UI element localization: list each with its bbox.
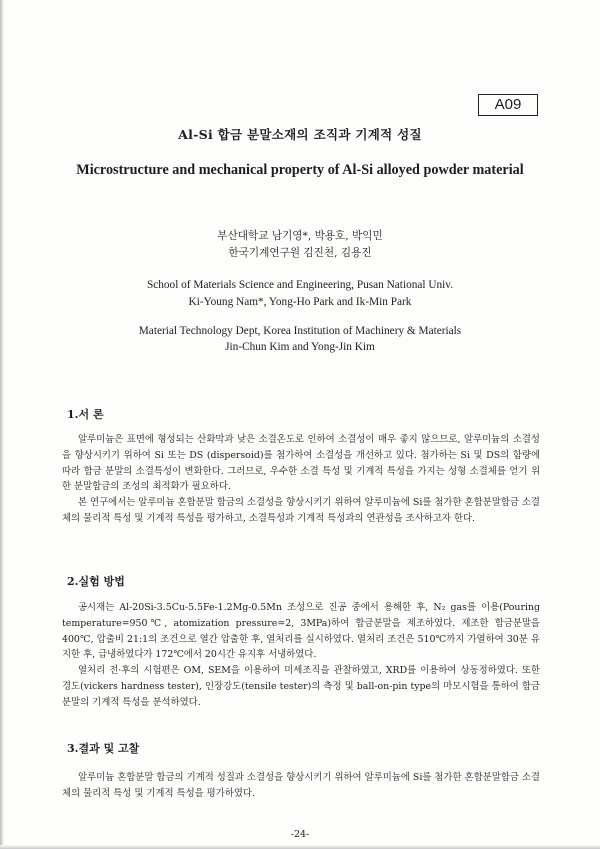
- english-affiliation-2: Material Technology Dept, Korea Institution of Machinery & Materials: [138, 325, 462, 337]
- paragraph: 알루미늄은 표면에 형성되는 산화막과 낮은 소결온도로 인하여 소결성이 매우 좋지 않으므로, 알루미늄의 소결성을 향상시키기 위하여 Si 또는 DS (dispersoid)를 첨가하여 소결성을 개선하고 있다. 첨가하는 Si 및 DS의 함량에 따라 합금 분말의 소결특성이 변화한다. 그러므로, 우수한 소결 특성 및 기계적 특성을 가지는 성형 소결체를 얻기 위한 분말합금의 조성의 최적화가 필요하다.: [62, 434, 540, 493]
- korean-authors-line-1: 부산대학교 남기영*, 박용호, 박익민: [217, 230, 383, 242]
- section-body-methods: [62, 600, 540, 711]
- korean-title: Al-Si 합금 분말소재의 조직과 기계적 성질: [178, 127, 422, 142]
- paragraph: 본 연구에서는 알루미늄 혼합분말 합금의 소결성을 향상시키기 위하여 알루미늄에 Si를 첨가한 혼합분말합금 소결체의 물리적 특성 및 기계적 특성을 평가하고, 소결특성과 기계적 특성과의 연관성을 조사하고자 한다.: [62, 497, 540, 524]
- paragraph: 공시재는 Al-20Si-3.5Cu-5.5Fe-1.2Mg-0.5Mn 조성으로 진공 중에서 용해한 후, N₂ gas를 이용(Pouring temperature=950℃, atomization pressure=2, 3MPa)하여 합금분말을 제조하였다. 제조한 합금분말을 400℃, 압출비 21:1의 조건으로 열간 압출한 후, 열처리를 실시하였다. 열처리 조건은 510℃까지 가열하여 30분 유지한 후, 급냉하였다가 172℃에서 20시간 유지후 서냉하였다.: [62, 602, 540, 661]
- abstract-code-box: A09: [478, 94, 538, 116]
- section-heading-results: 3.결과 및 고찰: [67, 742, 140, 755]
- section-heading-introduction: 1.서 론: [67, 408, 104, 421]
- english-authors-1: Ki-Young Nam*, Yong-Ho Park and Ik-Min Park: [188, 296, 412, 308]
- section-heading-methods: 2.실험 방법: [67, 575, 125, 588]
- korean-authors-line-2: 한국기계연구원 김진천, 김용진: [228, 247, 372, 259]
- paragraph: 열처리 전·후의 시험편은 OM, SEM을 이용하여 미세조직을 관찰하였고, XRD를 이용하여 상동정하였다. 또한 경도(vickers hardness tester), 인장강도(tensile tester)의 측정 및 ball-on-pin type의 마모시험을 통하여 합금분말의 기계적 특성을 분석하였다.: [62, 665, 540, 708]
- english-authors-2: Jin-Chun Kim and Yong-Jin Kim: [225, 341, 375, 353]
- section-body-results: [62, 770, 540, 802]
- english-affiliation-1: School of Materials Science and Engineering, Pusan National Univ.: [146, 279, 454, 291]
- english-title: Microstructure and mechanical property of Al-Si alloyed powder material: [76, 162, 524, 178]
- section-body-introduction: [62, 432, 540, 527]
- scan-shadow-bottom: [0, 845, 600, 849]
- page-number: -24-: [290, 829, 310, 840]
- paragraph: 알루미늄 혼합분말 합금의 기계적 성질과 소결성을 향상시키기 위하여 알루미늄에 Si를 첨가한 혼합분말합금 소결체의 물리적 특성 및 기계적 특성을 평가하였다.: [62, 772, 540, 799]
